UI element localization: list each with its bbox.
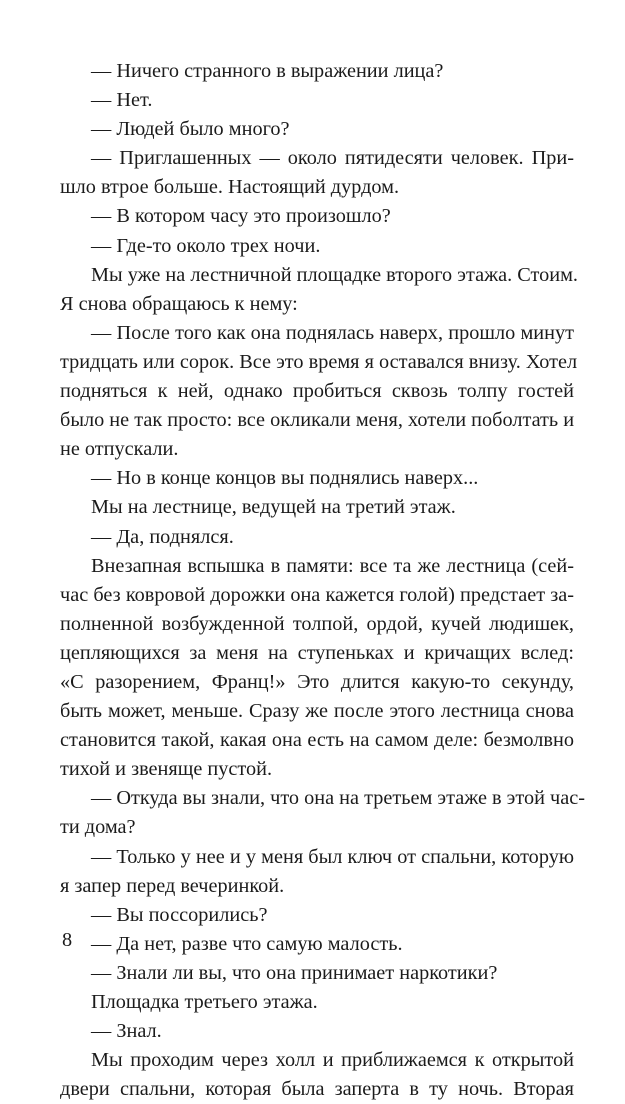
text-line: тридцать или сорок. Все это время я оставался внизу. Хотел	[60, 350, 578, 373]
text-line: — После того как она поднялась наверх, прошло минут	[91, 321, 574, 344]
text-line: было не так просто: все окликали меня, хотели поболтать и	[60, 409, 575, 432]
text-line: ти дома?	[60, 816, 136, 839]
text-line: — Нет.	[91, 89, 153, 112]
text-line: Внезапная вспышка в памяти: все та же лестница (сей-	[91, 554, 574, 577]
text-line: час без ковровой дорожки она кажется голой) предстает за-	[60, 583, 574, 606]
text-line: шло втрое больше. Настоящий дурдом.	[60, 176, 400, 199]
page-number: 8	[62, 929, 73, 951]
text-line: двери спальни, которая была заперта в ту ночь. Вторая	[60, 1078, 574, 1101]
text-line: становится такой, какая она есть на самом деле: безмолвно	[60, 729, 574, 752]
text-line: Площадка третьего этажа.	[91, 991, 318, 1013]
text-line: — Людей было много?	[91, 118, 290, 141]
text-line: — Вы поссорились?	[91, 903, 268, 926]
text-line: Мы проходим через холл и приближаемся к открытой	[91, 1049, 574, 1072]
text-line: — Приглашенных — около пятидесяти человек. При-	[91, 147, 574, 170]
text-line: «С разорением, Франц!» Это длится какую-то секунду,	[60, 670, 574, 693]
text-line: — Но в конце концов вы поднялись наверх...	[91, 467, 479, 490]
text-line: полненной возбужденной толпой, ордой, кучей людишек,	[60, 612, 574, 635]
text-line: Мы уже на лестничной площадке второго этажа. Стоим.	[91, 263, 578, 286]
text-line: подняться к ней, однако пробиться сквозь толпу гостей	[60, 380, 574, 403]
text-line: — Знали ли вы, что она принимает наркотики?	[91, 961, 498, 984]
text-line: я запер перед вечеринкой.	[60, 874, 285, 897]
text-line: — Ничего странного в выражении лица?	[91, 60, 444, 82]
text-line: не отпускали.	[60, 438, 179, 461]
text-line: быть может, меньше. Сразу же после этого лестница снова	[60, 700, 574, 723]
text-line: — Знал.	[91, 1020, 162, 1043]
text-line: Мы на лестнице, ведущей на третий этаж.	[91, 496, 456, 519]
text-line: цепляющихся за меня на ступеньках и кричащих вслед:	[60, 641, 574, 664]
text-line: — Откуда вы знали, что она на третьем этаже в этой час-	[91, 787, 585, 810]
text-line: тихой и звеняще пустой.	[60, 758, 273, 781]
text-line: — Да нет, разве что самую малость.	[91, 932, 403, 955]
text-line: — Только у нее и у меня был ключ от спальни, которую	[91, 845, 574, 868]
text-line: Я снова обращаюсь к нему:	[60, 292, 298, 315]
text-line: — Где-то около трех ночи.	[91, 234, 321, 257]
body-text	[60, 57, 585, 1104]
text-line: — Да, поднялся.	[91, 525, 234, 548]
text-line: — В котором часу это произошло?	[91, 205, 391, 228]
